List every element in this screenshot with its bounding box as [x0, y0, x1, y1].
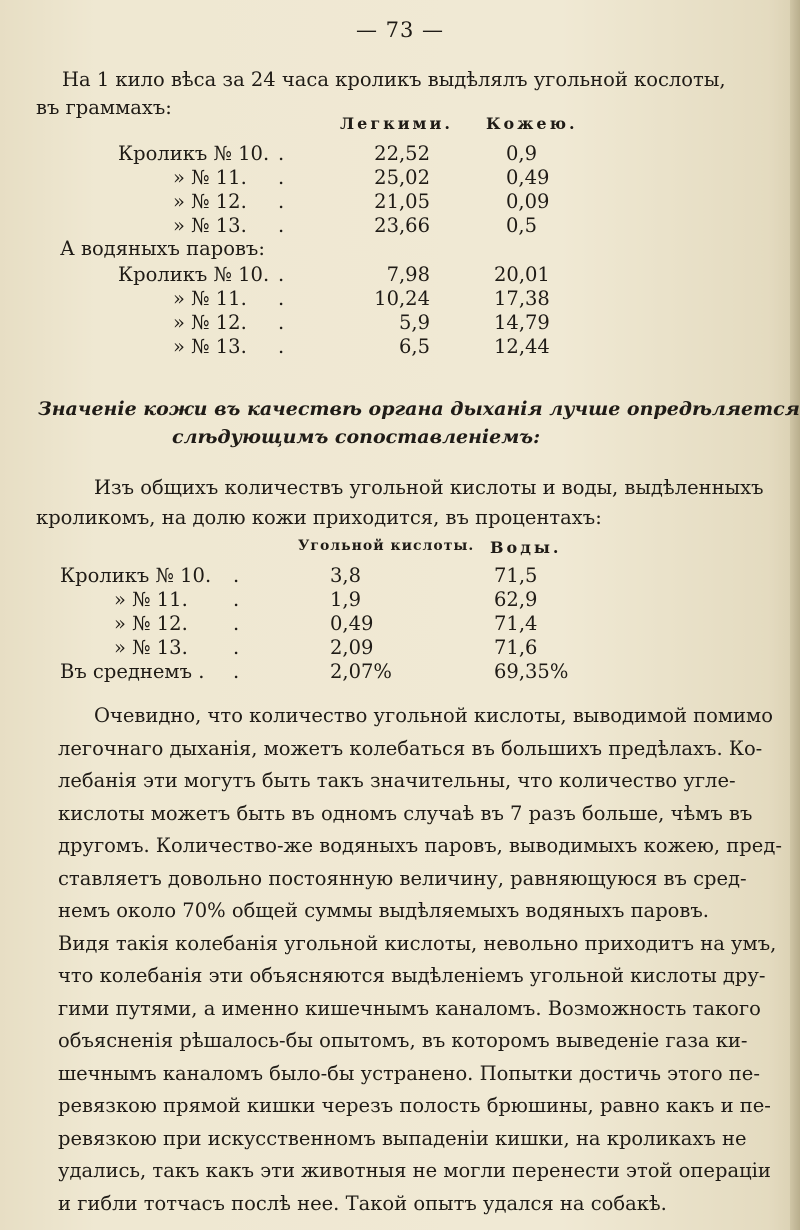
paragraph-line: шечнымъ каналомъ было-бы устранено. Попытки достичь этого пе-	[58, 1061, 760, 1085]
paragraph-line: гими путями, а именно кишечнымъ каналомъ. Возможность такого	[58, 996, 761, 1020]
row-label: » № 13.	[114, 636, 188, 659]
paragraph-line: ревязкою при искусственномъ выпаденіи кишки, на кроликахъ не	[58, 1126, 747, 1150]
table1-header-lungs: Легкими.	[340, 114, 453, 133]
row-value-co2: 2,07%	[330, 660, 392, 683]
table1-header-skin: Кожею.	[486, 114, 578, 133]
row-value-skin: 14,79	[494, 311, 550, 334]
row-value-water: 71,4	[494, 612, 538, 635]
intro-line-1: На 1 кило вѣса за 24 часа кроликъ выдѣлялъ угольной кослоты,	[62, 68, 726, 91]
row-label: Кроликъ № 10.	[118, 263, 270, 286]
row-value-lungs: 23,66	[374, 214, 430, 237]
page-edge	[790, 0, 800, 1230]
italic-heading-line-1: Значеніе кожи въ качествѣ органа дыханія лучше опредѣляется	[38, 398, 800, 420]
row-label: » № 11.	[173, 166, 247, 189]
row-value-co2: 2,09	[330, 636, 374, 659]
paragraph-2	[58, 704, 782, 1224]
row-value-water: 71,5	[494, 564, 538, 587]
row-value-water: 71,6	[494, 636, 538, 659]
paragraph-line: объясненія рѣшалось-бы опытомъ, въ которомъ выведеніе газа ки-	[58, 1029, 748, 1052]
row-value-lungs: 25,02	[374, 166, 430, 189]
italic-heading-line-2: слѣдующимъ сопоставленіемъ:	[172, 426, 541, 448]
row-label: » № 13.	[173, 335, 247, 358]
paragraph-line: другомъ. Количество-же водяныхъ паровъ, выводимыхъ кожею, пред-	[58, 834, 782, 857]
paragraph-1-line-2: кроликомъ, на долю кожи приходится, въ процентахъ:	[36, 506, 602, 529]
paragraph-line: Очевидно, что количество угольной кислоты, выводимой помимо	[94, 704, 773, 727]
paragraph-line: кислоты можетъ быть въ одномъ случаѣ въ 7 разъ больше, чѣмъ въ	[58, 801, 753, 825]
row-label: » № 11.	[173, 287, 247, 310]
paragraph-line: удались, такъ какъ эти животныя не могли перенести этой операціи	[58, 1159, 771, 1182]
table1-subheading: А водяныхъ паровъ:	[60, 237, 265, 260]
row-value-water: 62,9	[494, 588, 538, 611]
row-value-co2: 1,9	[330, 588, 362, 611]
page-number: — 73 —	[355, 18, 445, 42]
row-label: » № 12.	[173, 311, 247, 334]
row-value-lungs: 10,24	[374, 287, 430, 310]
row-value-skin: 0,09	[506, 190, 550, 213]
intro-line-2: въ граммахъ:	[36, 96, 172, 119]
paragraph-1-line-1: Изъ общихъ количествъ угольной кислоты и воды, выдѣленныхъ	[94, 476, 764, 499]
paragraph-line: Видя такія колебанія угольной кислоты, невольно приходитъ на умъ,	[58, 931, 777, 955]
row-label: Въ среднемъ .	[60, 660, 205, 683]
row-value-co2: 0,49	[330, 612, 374, 635]
paragraph-line: лебанія эти могутъ быть такъ значительны, что количество угле-	[58, 769, 736, 792]
table2-header-co2: Угольной кислоты.	[298, 538, 475, 554]
paragraph-line: ревязкою прямой кишки черезъ полость брюшины, равно какъ и пе-	[58, 1094, 771, 1117]
row-value-skin: 0,5	[506, 214, 538, 237]
row-value-skin: 0,9	[506, 142, 538, 165]
row-value-skin: 20,01	[494, 263, 550, 286]
row-value-skin: 0,49	[506, 166, 550, 189]
row-value-co2: 3,8	[330, 564, 362, 587]
row-label: » № 12.	[173, 190, 247, 213]
paragraph-line: что колебанія эти объясняются выдѣленіемъ угольной кислоты дру-	[58, 964, 766, 987]
row-value-lungs: 7,98	[386, 263, 430, 286]
paragraph-line: легочнаго дыханія, можетъ колебаться въ большихъ предѣлахъ. Ко-	[58, 736, 763, 760]
row-value-skin: 17,38	[494, 287, 550, 310]
paragraph-line: и гибли тотчасъ послѣ нее. Такой опытъ удался на собакѣ.	[58, 1191, 667, 1215]
row-label: » № 11.	[114, 588, 188, 611]
paragraph-line: немъ около 70% общей суммы выдѣляемыхъ водяныхъ паровъ.	[58, 899, 709, 922]
row-label: » № 13.	[173, 214, 247, 237]
row-value-lungs: 22,52	[374, 142, 430, 165]
row-value-lungs: 21,05	[374, 190, 430, 213]
row-value-lungs: 5,9	[398, 311, 430, 334]
book-page: — 73 — На 1 кило вѣса за 24 часа кроликъ выдѣлялъ угольной кослоты, въ граммахъ: Легкими. Кожею. Кроликъ № 10. . 22,52 0,9 » № 11. . 25,02 0,49 » № 12. . 21,05 0,09 » № 13. . 23,66 0,5 А водяныхъ паровъ: Кроликъ № 10. . 7,98 20,01 » № 11. . 10,24 17,38 » № 12. . 5,9 14,79 » № 13. . 6,5 12,44 Значеніе кожи въ качествѣ органа дыханія лучше опредѣляется слѣдующимъ сопоставленіемъ: Изъ общихъ количествъ угольной кислоты и воды, выдѣленныхъ кроликомъ, на долю кожи приходится, въ процентахъ: Угольной кислоты. Воды. Кроликъ № 10. . 3,8 71,5 » № 11. . 1,9 62,9 » № 12. . 0,49 71,4 » № 13. . 2,09 71,6 Въ среднемъ . . 2,07% 69,35% Очевидно, что количество угольной кислоты, выводимой помимо легочнаго дыханія, можетъ колебаться въ большихъ предѣлахъ. Ко- лебанія эти могутъ быть такъ значительны, что количество угле- кислоты можетъ быть въ одномъ случаѣ въ 7 разъ больше, чѣмъ въ другомъ. Количество-же водяныхъ паровъ, выводимыхъ кожею, пред- ставляетъ довольно постоянную величину, равняющуюся въ сред- немъ около 70% общей суммы выдѣляемыхъ водяныхъ паровъ. Видя такія колебанія угольной кислоты, невольно приходитъ на умъ, что колебанія эти объясняются выдѣленіемъ угольной кислоты дру- гими путями, а именно кишечнымъ каналомъ. Возможность такого объясненія рѣшалось-бы опытомъ, въ которомъ выведеніе газа ки- шечнымъ каналомъ было-бы устранено. Попытки достичь этого пе- ревязкою прямой кишки черезъ полость брюшины, равно какъ и пе- ревязкою при искусственномъ выпаденіи кишки, на кроликахъ не удались, такъ какъ эти животныя не могли перенести этой операціи и гибли тотчасъ послѣ нее. Такой опытъ удался на собакѣ.	[0, 0, 800, 1230]
table2-header-water: Воды.	[490, 538, 562, 557]
row-label: » № 12.	[114, 612, 188, 635]
row-label: Кроликъ № 10.	[60, 564, 212, 587]
row-value-skin: 12,44	[494, 335, 550, 358]
row-value-lungs: 6,5	[398, 335, 430, 358]
paragraph-line: ставляетъ довольно постоянную величину, равняющуюся въ сред-	[58, 866, 747, 890]
row-label: Кроликъ № 10.	[118, 142, 270, 165]
row-value-water: 69,35%	[494, 660, 569, 683]
